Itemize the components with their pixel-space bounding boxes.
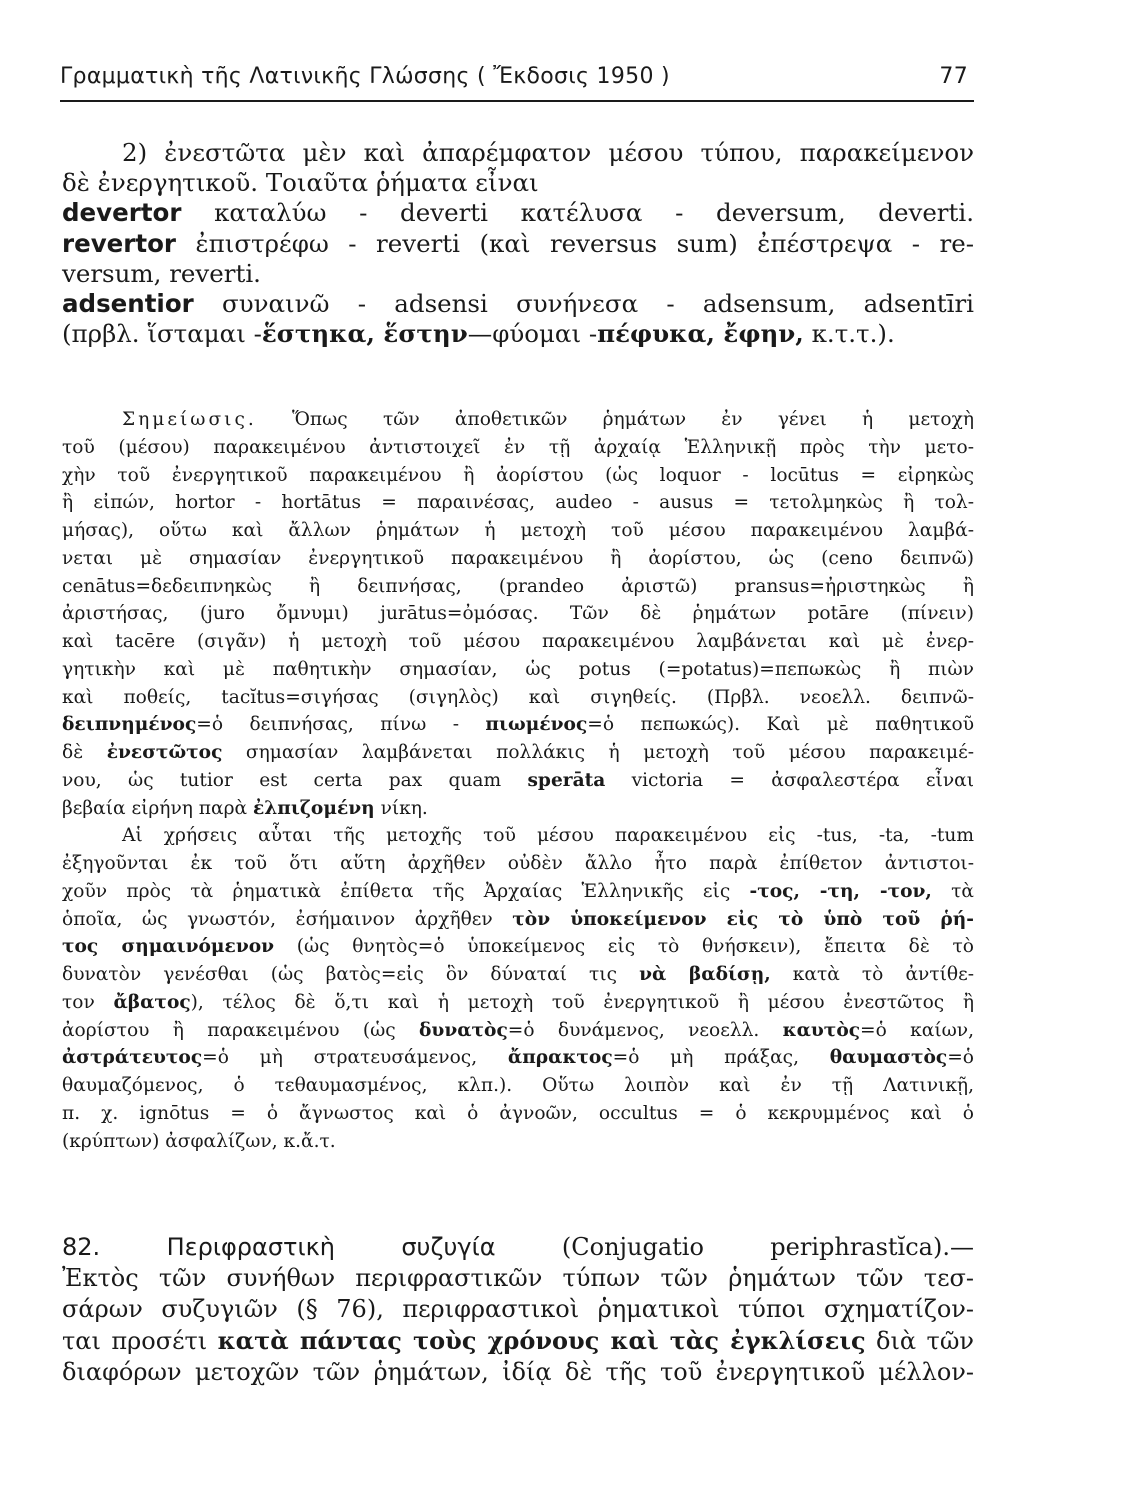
note-line: ἀστράτευτος=ὁ μὴ στρατευσάμενος, ἄπρακτος=ὁ μὴ πράξας, θαυμαστὸς=ὁ bbox=[62, 1047, 974, 1069]
note-line: χοῦν πρὸς τὰ ῥηματικὰ ἐπίθετα τῆς Ἀρχαίας Ἑλληνικῆς εἰς -τος, -τη, -τον, τὰ bbox=[62, 880, 974, 902]
note-line: νου, ὡς tutior est certa pax quam sperāta victoria = ἀσφαλεστέρα εἶναι bbox=[62, 769, 974, 791]
section-line: Ἐκτὸς τῶν συνήθων περιφραστικῶν τύπων τῶν ῥημάτων τῶν τεσ- bbox=[62, 1264, 974, 1292]
text-line: (πρβλ. ἵσταμαι -ἕστηκα, ἕστην—φύομαι -πέφυκα, ἔφην, κ.τ.τ.). bbox=[62, 319, 895, 349]
note-line: βεβαία εἰρήνη παρὰ ἐλπιζομένη νίκη. bbox=[62, 797, 428, 819]
note-line: ἀριστήσας, (juro ὄμνυμι) jurātus=ὀμόσας. Τῶν δὲ ῥημάτων potāre (πίνειν) bbox=[62, 603, 974, 625]
section-82 bbox=[62, 1232, 974, 1388]
header-rule bbox=[60, 100, 974, 102]
main-text bbox=[62, 138, 974, 349]
section-line: σάρων συζυγιῶν (§ 76), περιφραστικοὶ ῥηματικοὶ τύποι σχηματίζον- bbox=[62, 1295, 974, 1323]
section-latin-title: (Conjugatio periphrastĭca).— bbox=[561, 1233, 974, 1261]
note-line: cenātus=δεδειπνηκὼς ἢ δειπνήσας, (prandeo ἀριστῶ) pransus=ἠριστηκὼς ἢ bbox=[62, 575, 974, 597]
running-title: Γραμματικὴ τῆς Λατινικῆς Γλώσσης ( Ἔκδοσις 1950 ) bbox=[60, 64, 670, 89]
note-line: ἢ εἰπών, hortor - hortātus = παραινέσας, audeo - ausus = τετολμηκὼς ἢ τολ- bbox=[62, 492, 974, 514]
section-line: ται προσέτι κατὰ πάντας τοὺς χρόνους καὶ τὰς ἐγκλίσεις διὰ τῶν bbox=[62, 1326, 974, 1355]
section-line: διαφόρων μετοχῶν τῶν ῥημάτων, ἰδίᾳ δὲ τῆς τοῦ ἐνεργητικοῦ μέλλον- bbox=[62, 1358, 974, 1386]
note-line: ἀορίστου ἢ παρακειμένου (ὡς δυνατὸς=ὁ δυνάμενος, νεοελλ. καυτὸς=ὁ καίων, bbox=[62, 1019, 974, 1041]
note-line: δὲ ἐνεστῶτος σημασίαν λαμβάνεται πολλάκις ἡ μετοχὴ τοῦ μέσου παρακειμέ- bbox=[62, 742, 974, 763]
note-line: τος σημαινόμενον (ὡς θνητὸς=ὁ ὑποκείμενος εἰς τὸ θνήσκειν), ἔπειτα δὲ τὸ bbox=[62, 936, 974, 958]
section-heading bbox=[62, 1232, 974, 1263]
note-line: θαυμαζόμενος, ὁ τεθαυμασμένος, κλπ.). Οὕτω λοιπὸν καὶ ἐν τῇ Λατινικῇ, bbox=[62, 1075, 974, 1096]
note-line: ὁποῖα, ὡς γνωστόν, ἐσήμαινον ἀρχῆθεν τὸν ὑποκείμενον εἰς τὸ ὑπὸ τοῦ ῥή- bbox=[62, 908, 974, 930]
note-line: καὶ ποθείς, tacĭtus=σιγήσας (σιγηλὸς) καὶ σιγηθείς. (Πρβλ. νεοελλ. δειπνῶ- bbox=[62, 686, 974, 708]
note-line: γητικὴν καὶ μὲ παθητικὴν σημασίαν, ὡς potus (=potatus)=πεπωκὼς ἢ πιὼν bbox=[62, 658, 974, 680]
note-line: δειπνημένος=ὁ δειπνήσας, πίνω - πιωμένος=ὁ πεπωκώς). Καὶ μὲ παθητικοῦ bbox=[62, 714, 975, 736]
note-line: τον ἄβατος), τέλος δὲ ὅ,τι καὶ ἡ μετοχὴ τοῦ ἐνεργητικοῦ ἢ μέσου ἐνεστῶτος ἢ bbox=[62, 991, 974, 1013]
text-line: revertor ἐπιστρέφω - reverti (καὶ reversus sum) ἐπέστρεψα - re- bbox=[62, 228, 974, 258]
text-line: adsentior συναινῶ - adsensi συνήνεσα - adsensum, adsentīri bbox=[62, 289, 974, 319]
lemma-adsentior: adsentior bbox=[62, 289, 194, 319]
section-title: Περιφραστικὴ συζυγία bbox=[166, 1233, 496, 1261]
lemma-revertor: revertor bbox=[62, 228, 176, 258]
page-header bbox=[60, 64, 972, 89]
note-line: καὶ tacēre (σιγᾶν) ἡ μετοχὴ τοῦ μέσου παρακειμένου λαμβάνεται καὶ μὲ ἐνερ- bbox=[62, 631, 974, 652]
note-line: Αἱ χρήσεις αὗται τῆς μετοχῆς τοῦ μέσου παρακειμένου εἰς -tus, -ta, -tum bbox=[122, 825, 974, 847]
note-label: Σημείωσις. bbox=[122, 409, 257, 430]
note-line: π. χ. ignōtus = ὁ ἄγνωστος καὶ ὁ ἀγνοῶν, occultus = ὁ κεκρυμμένος καὶ ὁ bbox=[62, 1102, 974, 1124]
note-line: ἐξηγοῦνται ἐκ τοῦ ὅτι αὕτη ἀρχῆθεν οὐδὲν ἄλλο ἦτο παρὰ ἐπίθετον ἀντιστοι- bbox=[62, 853, 974, 874]
note-line: μήσας), οὕτω καὶ ἄλλων ῥημάτων ἡ μετοχὴ τοῦ μέσου παρακειμένου λαμβά- bbox=[62, 520, 974, 541]
note-line: χὴν τοῦ ἐνεργητικοῦ παρακειμένου ἢ ἀορίστου (ὡς loquor - locūtus = εἰρηκὼς bbox=[62, 464, 974, 486]
page-number: 77 bbox=[939, 64, 968, 89]
note-line: Σημείωσις. Ὅπως τῶν ἀποθετικῶν ῥημάτων ἐν γένει ἡ μετοχὴ bbox=[122, 409, 974, 430]
text-line: δὲ ἐνεργητικοῦ. Τοιαῦτα ῥήματα εἶναι bbox=[62, 168, 539, 198]
text-line: versum, reverti. bbox=[62, 258, 261, 288]
note-block bbox=[62, 406, 974, 1155]
text-line: 2) ἐνεστῶτα μὲν καὶ ἀπαρέμφατον μέσου τύπου, παρακείμενον bbox=[122, 138, 974, 167]
note-line: τοῦ (μέσου) παρακειμένου ἀντιστοιχεῖ ἐν τῇ ἀρχαίᾳ Ἑλληνικῇ πρὸς τὴν μετο- bbox=[62, 436, 974, 458]
text-line: devertor καταλύω - deverti κατέλυσα - deversum, deverti. bbox=[62, 198, 974, 228]
note-line: δυνατὸν γενέσθαι (ὡς βατὸς=εἰς ὃν δύναταί τις νὰ βαδίσῃ, κατὰ τὸ ἀντίθε- bbox=[62, 964, 975, 985]
note-line: (κρύπτων) ἀσφαλίζων, κ.ἄ.τ. bbox=[62, 1130, 336, 1152]
lemma-devertor: devertor bbox=[62, 198, 182, 228]
section-number: 82. bbox=[62, 1233, 101, 1261]
note-line: νεται μὲ σημασίαν ἐνεργητικοῦ παρακειμένου ἢ ἀορίστου, ὡς (ceno δειπνῶ) bbox=[62, 547, 974, 569]
